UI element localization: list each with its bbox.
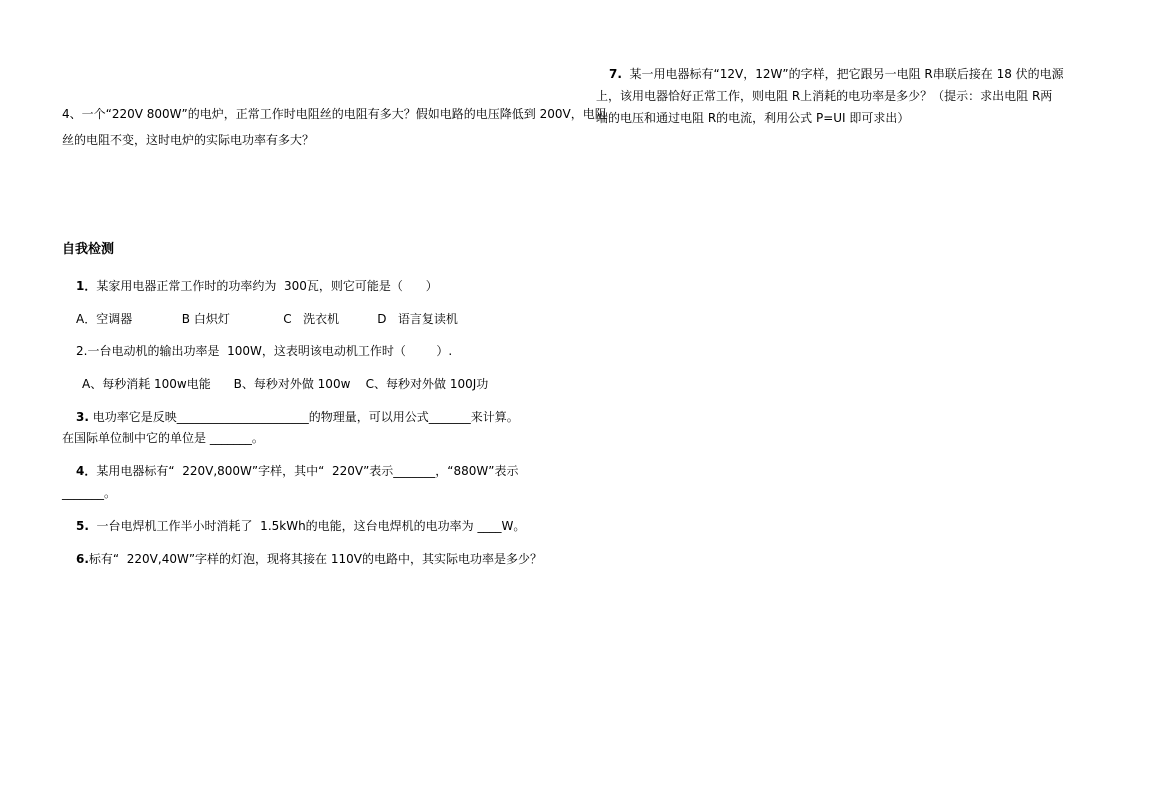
q7-line-1-row xyxy=(609,66,1064,82)
q6-number: 6. xyxy=(76,552,89,566)
section-title: 自我检测 xyxy=(62,242,115,257)
q7-line-1: 某一用电器标有“12V，12W”的字样，把它跟另一电阻 R串联后接在 18 伏的电源 xyxy=(621,67,1064,81)
q3-line-2: 在国际单位制中它的单位是 _______。 xyxy=(62,431,264,445)
q3-number: 3. xyxy=(76,410,89,424)
self-q4-line-2: _______。 xyxy=(62,486,117,500)
q7-line-2: 上，该用电器恰好正常工作，则电阻 R上消耗的电功率是多少？（提示：求出电阻 R两 xyxy=(596,89,1053,103)
self-q4-line-1: 某用电器标有“ 220V,800W”字样，其中“ 220V”表示_______，“880W”表示 xyxy=(96,464,519,478)
self-test-q5 xyxy=(76,518,525,534)
q7-line-3: 端的电压和通过电阻 R的电流，利用公式 P=UI 即可求出） xyxy=(596,111,910,125)
q1-number: 1． xyxy=(76,279,97,293)
self-test-q1 xyxy=(76,278,438,294)
q5-number: 5. xyxy=(76,519,89,533)
self-q4-number: 4． xyxy=(76,464,97,478)
q3-line-1: 电功率它是反映______________________的物理量，可以用公式_______来计算。 xyxy=(88,410,519,424)
q1-text: 某家用电器正常工作时的功率约为 300瓦，则它可能是（ ） xyxy=(96,279,438,293)
q7-number: 7. xyxy=(609,67,622,81)
self-test-q6 xyxy=(76,551,542,567)
q4-line-2: 丝的电阻不变，这时电炉的实际电功率有多大？ xyxy=(62,133,315,147)
self-test-q3 xyxy=(76,409,519,425)
q6-text: 标有“ 220V,40W”字样的灯泡，现将其接在 110V的电路中，其实际电功率是多少？ xyxy=(88,552,542,566)
q2-options: A、每秒消耗 100w电能 B、每秒对外做 100w C、每秒对外做 100J功 xyxy=(82,377,489,391)
q1-options: A．空调器 B 白炽灯 C 洗衣机 D 语言复读机 xyxy=(76,312,458,326)
self-test-q4 xyxy=(76,463,519,479)
q4-line-1: 4、一个“220V 800W”的电炉，正常工作时电阻丝的电阻有多大？假如电路的电压降低到 200V，电阻 xyxy=(62,107,607,121)
q5-text: 一台电焊机工作半小时消耗了 1.5kWh的电能，这台电焊机的电功率为 ____W。 xyxy=(88,519,526,533)
q2-text: 2.一台电动机的输出功率是 100W，这表明该电动机工作时（ ）. xyxy=(76,344,453,358)
